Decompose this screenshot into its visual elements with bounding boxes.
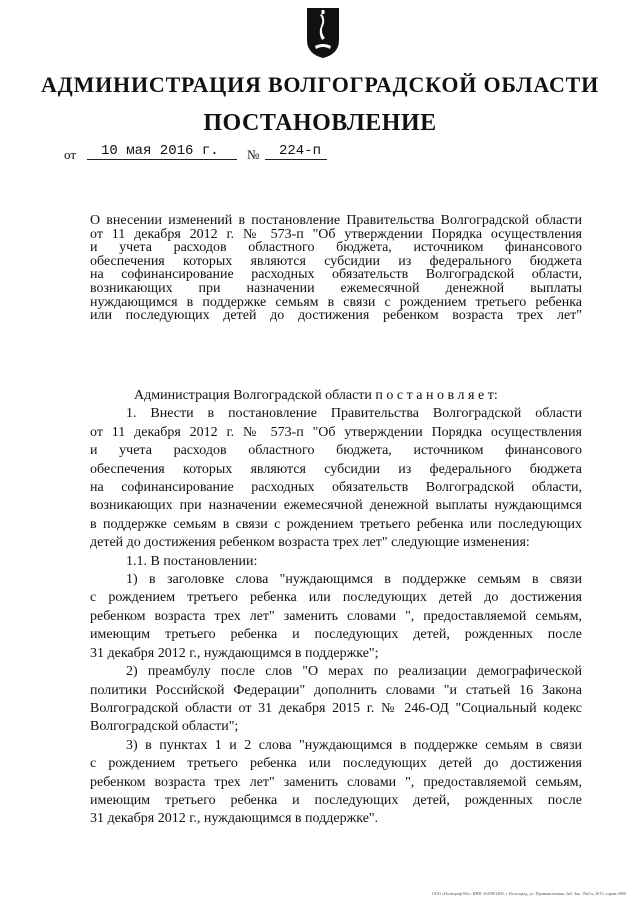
subject-line: на софинансирование расходных обязательств Волгоградской области, [90,267,582,283]
body-line: возникающих при назначении ежемесячной денежной выплаты нуждающимся [90,498,582,514]
body-line: Волгоградской области от 31 декабря 2015 г. № 246-ОД "Социальный кодекс [90,700,582,716]
document-type-title: ПОСТАНОВЛЕНИЕ [203,110,437,136]
subject-line: возникающих при назначении ежемесячной денежной выплаты [90,280,582,296]
body-line: имеющим третьего ребенка и последующих детей, рожденных после [90,627,582,643]
body-line: 1. Внести в постановление Правительства Волгоградской области [126,406,582,422]
date-prefix: от [64,147,77,162]
coat-of-arms-emblem [305,6,341,60]
organization-title: АДМИНИСТРАЦИЯ ВОЛГОГРАДСКОЙ ОБЛАСТИ [40,72,600,97]
body-line: политики Российской Федерации" дополнить словами "и статьей 16 Закона [90,682,582,698]
body-line: детей до достижения ребенком возраста трех лет" следующие изменения: [90,535,530,551]
subject-line: нуждающимся в поддержке семьям в связи с рождением третьего ребенка [90,294,582,310]
body-line: 2) преамбулу после слов "О мерах по реализации демографической [126,664,582,680]
preamble: Администрация Волгоградской области п о с т а н о в л я е т: [134,388,498,403]
body-line: 3) в пунктах 1 и 2 слова "нуждающимся в поддержке семьям в связи [126,737,582,753]
body-line: с рождением третьего ребенка или последующих детей до достижения [90,756,582,772]
body-line: 1) в заголовке слова "нуждающимся в поддержке семьям в связи [126,572,582,588]
subject-line: О внесении изменений в постановление Правительства Волгоградской области [90,213,582,228]
number-prefix: № [247,147,260,162]
body-line: обеспечения которых являются субсидии из федерального бюджета [90,461,582,477]
subject-line: или последующих детей до достижения ребенком возраста трех лет" [90,308,582,324]
body-line: имеющим третьего ребенка и последующих детей, рожденных после [90,792,582,808]
document-subject [90,214,582,323]
document-number: 224-п [265,143,327,160]
body-line: и учета расходов областного бюджета, источником финансового [90,443,582,459]
subject-line: и учета расходов областного бюджета, источником финансового [90,240,582,256]
print-imprint: ООО «Полиграф-Юг» ИНН 3443901409, г. Волгоград, ул. Промышленная, 2кб. Зак. 19кСч, 2015, тираж 4000 [431,891,626,896]
body-line: 31 декабря 2012 г., нуждающимся в поддержке". [90,811,379,827]
body-line: с рождением третьего ребенка или последующих детей до достижения [90,590,582,606]
body-line: на софинансирование расходных обязательств Волгоградской области, [90,480,582,496]
body-line: Волгоградской области"; [90,719,239,735]
body-line: ребенком возраста трех лет" заменить словами ", предоставляемой семьям, [90,774,582,790]
body-line: 31 декабря 2012 г., нуждающимся в поддержке"; [90,645,379,661]
body-line: 1.1. В постановлении: [126,553,258,569]
subject-line: обеспечения которых являются субсидии из федерального бюджета [90,253,582,269]
document-body [90,387,582,829]
body-line: от 11 декабря 2012 г. № 573-п "Об утверждении Порядка осуществления [90,424,582,440]
body-line: в поддержке семьям в связи с рождением третьего ребенка или последующих [90,516,582,532]
body-line: ребенком возраста трех лет" заменить словами ", предоставляемой семьям, [90,608,582,624]
document-date: 10 мая 2016 г. [87,143,237,160]
subject-line: от 11 декабря 2012 г. № 573-п "Об утверждении Порядка осуществления [90,226,582,242]
